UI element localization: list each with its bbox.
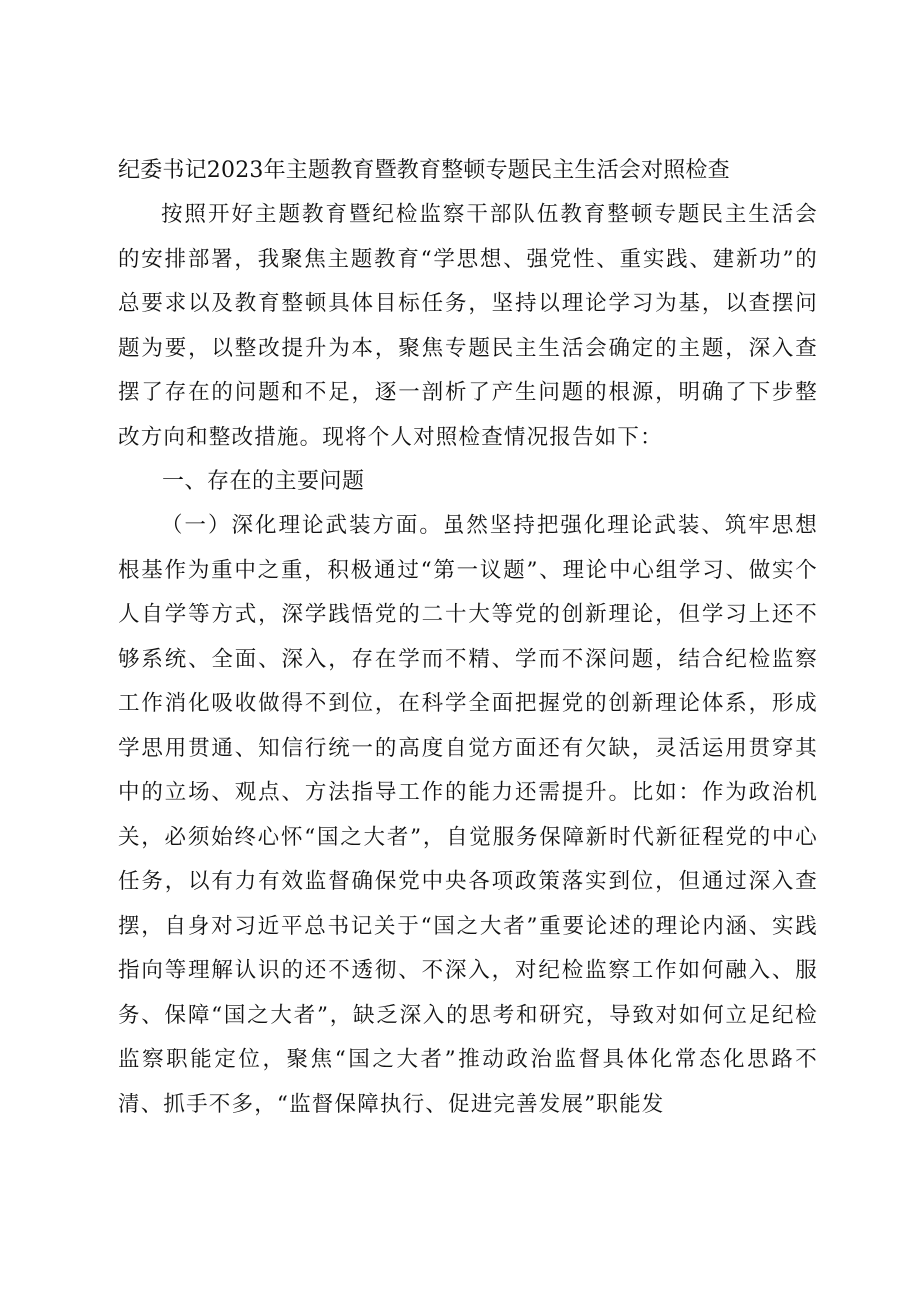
document-body xyxy=(118,151,818,1127)
intro-paragraph: 按照开好主题教育暨纪检监察干部队伍教育整顿专题民主生活会的安排部署，我聚焦主题教育“学思想、强党性、重实践、建新功”的总要求以及教育整顿具体目标任务，坚持以理论学习为基，以查摆问题为要，以整改提升为本，聚焦专题民主生活会确定的主题，深入查摆了存在的问题和不足，逐一剖析了产生问题的根源，明确了下步整改方向和整改措施。现将个人对照检查情况报告如下： xyxy=(118,202,818,450)
body-paragraph: （一）深化理论武装方面。虽然坚持把强化理论武装、筑牢思想根基作为重中之重，积极通过“第一议题”、理论中心组学习、做实个人自学等方式，深学践悟党的二十大等党的创新理论，但学习上还不够系统、全面、深入，存在学而不精、学而不深问题，结合纪检监察工作消化吸收做得不到位，在科学全面把握党的创新理论体系，形成学思用贯通、知信行统一的高度自觉方面还有欠缺，灵活运用贯穿其中的立场、观点、方法指导工作的能力还需提升。比如：作为政治机关，必须始终心怀“国之大者”，自觉服务保障新时代新征程党的中心任务，以有力有效监督确保党中央各项政策落实到位，但通过深入查摆，自身对习近平总书记关于“国之大者”重要论述的理论内涵、实践指向等理解认识的还不透彻、不深入，对纪检监察工作如何融入、服务、保障“国之大者”，缺乏深入的思考和研究，导致对如何立足纪检监察职能定位，聚焦“国之大者”推动政治监督具体化常态化思路不清、抓手不多，“监督保障执行、促进完善发展”职能发 xyxy=(118,513,818,1117)
document-title: 纪委书记2023年主题教育暨教育整顿专题民主生活会对照检查 xyxy=(118,158,730,183)
section-heading: 一、存在的主要问题 xyxy=(162,469,365,494)
